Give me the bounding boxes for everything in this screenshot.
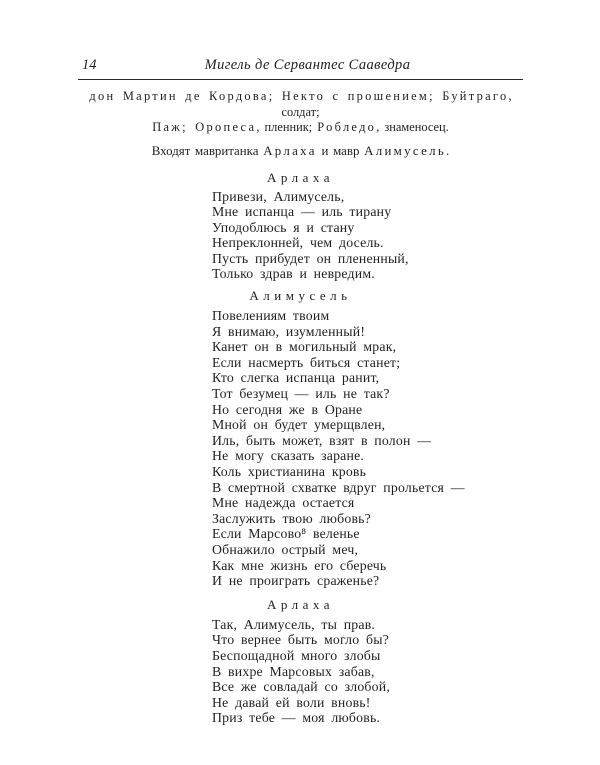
verse-line: Как мне жизнь его сберечь [212,557,387,573]
cast-role: , солдат; [281,89,512,119]
verse-line: Мной он будет умерщвлен, [212,417,386,433]
verse-line: Если Марсово⁸ веленье [212,526,360,542]
text-block [78,0,523,726]
cast-role: , знаменосец. [376,120,449,134]
verse-line: В смертной схватке вдруг прольется — [212,479,465,495]
verse-stanza [78,308,523,589]
verse-line: Коль христианина кровь [212,464,367,479]
character-name: Алимусель [364,143,446,158]
verse-line: Повелениям твоим [212,308,330,324]
cast-list [78,89,523,136]
running-head [78,57,523,80]
speech-block [78,170,523,283]
verse-line: Привези, Алимусель, [212,188,345,204]
cast-role: , пленник; [256,120,318,134]
verse-line: Приз тебе — моя любовь. [212,710,381,726]
verse-line: Заслужить твою любовь? [212,510,371,526]
verse-line: Не могу сказать заране. [212,448,365,464]
stage-text: и мавр [316,143,365,158]
character-name: Арлаха [263,143,317,158]
cast-line [78,89,523,120]
verse-line: Я внимаю, изумленный! [212,323,366,339]
verse-line: В вихре Марсовых забав, [212,663,375,679]
page-number: 14 [82,57,97,73]
stage-text: . [446,143,450,158]
verse-line: Если насмерть биться станет; [212,354,401,370]
verse-line: Иль, быть может, взят в полон — [212,432,432,448]
verse-line: Так, Алимусель, ты прав. [212,616,376,632]
speaker-heading: Арлаха [266,596,335,612]
verse-line: Не давай ей воли вновь! [212,694,371,710]
verse-line: И не проиграть сраженье? [212,573,380,589]
verse-line: Что вернее быть могло бы? [212,632,389,648]
verse-line: Непреклонней, чем досель. [212,235,384,251]
verse-line: Уподоблюсь я и стану [212,219,355,235]
running-title: Мигель де Сервантес Сааведра [204,57,411,73]
verse-line: Кто слегка испанца ранит, [212,370,380,386]
verse-line: Все же совладай со злобой, [212,679,390,695]
verse-line: Беспощадной много злобы [212,647,381,663]
speaker-heading: Алимусель [249,288,352,304]
stage-direction [78,143,523,159]
cast-names: дон Мартин де Кордова; Некто с прошением; Буйтраго [89,89,509,103]
verse-line: Только здрав и невредим. [212,266,375,282]
cast-line [78,120,523,136]
cast-names: Робледо [317,120,377,134]
verse-line: Мне испанца — иль тирану [212,204,392,220]
verse-stanza [78,617,523,726]
verse-line: Обнажило острый меч, [212,541,359,557]
speech-block [78,597,523,726]
verse-stanza [78,189,523,283]
verse-line: Мне надежда остается [212,495,355,511]
speaker-heading: Арлаха [266,169,335,185]
verse-line: Пусть прибудет он плененный, [212,250,409,266]
cast-names: Паж; Оропеса [152,120,257,134]
verse-line: Тот безумец — иль не так? [212,386,390,402]
stage-text: Входят мавританка [151,143,264,158]
verse-line: Но сегодня же в Оране [212,401,363,417]
speech-block [78,288,523,589]
verse-line: Канет он в могильный мрак, [212,339,397,355]
